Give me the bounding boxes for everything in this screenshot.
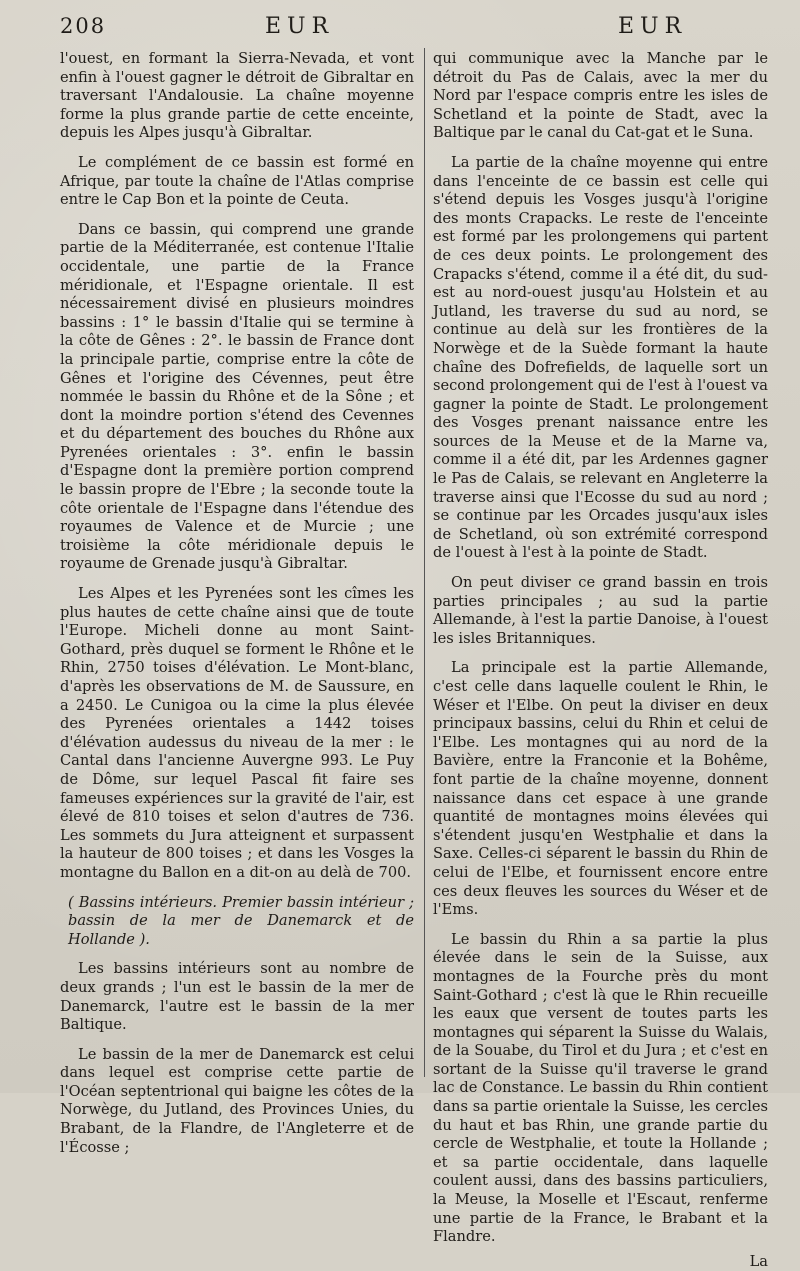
running-head-left: EUR: [265, 14, 335, 39]
paragraph: qui communique avec la Manche par le détroit du Pas de Calais, avec la mer du Nord par l'espace compris entre les isles de Schetland et la pointe de Stadt, avec la Baltique par le canal du Cat-gat et le Suna.: [433, 50, 768, 142]
running-head-right: EUR: [618, 14, 688, 39]
catchword: La: [749, 1252, 768, 1270]
paragraph: Les Alpes et les Pyrenées sont les cîmes les plus hautes de cette chaîne ainsi que de toute l'Europe. Micheli donne au mont Saint-Gothard, près duquel se forment le Rhône et le Rhin, 2750 toises d'élévation. Le Mont-blanc, d'après les observations de M. de Saussure, en a 2450. Le Cunigoa ou la cime la plus élevée des Pyrenées orientales a 1442 toises d'élévation audessus du niveau de la mer : le Cantal dans l'ancienne Auvergne 993. Le Puy de Dôme, sur lequel Pascal fit faire ses fameuses expériences sur la gravité de l'air, est élevé de 810 toises et selon d'autres de 736. Les sommets du Jura atteignent et surpassent la hauteur de 800 toises ; et dans les Vosges la montagne du Ballon en a dit-on au delà de 700.: [60, 585, 414, 881]
paragraph: Le bassin de la mer de Danemarck est celui dans lequel est comprise cette partie de l'Océan septentrional qui baigne les côtes de la Norwège, du Jutland, des Provinces Unies, du Brabant, de la Flandre, de l'Angleterre et de l'Écosse ;: [60, 1045, 414, 1156]
paragraph: On peut diviser ce grand bassin en trois parties principales ; au sud la partie Allemande, à l'est la partie Danoise, à l'ouest les isles Britanniques.: [433, 574, 768, 647]
paragraph: Les bassins intérieurs sont au nombre de deux grands ; l'un est le bassin de la mer de Danemarck, l'autre est le bassin de la mer Baltique.: [60, 960, 414, 1034]
section-subtitle: ( Bassins intérieurs. Premier bassin intérieur ; bassin de la mer de Danemarck et de Hollande ).: [68, 893, 414, 948]
page-number: 208: [60, 14, 107, 38]
paragraph: Le complément de ce bassin est formé en Afrique, par toute la chaîne de l'Atlas comprise entre le Cap Bon et la pointe de Ceuta.: [60, 153, 414, 209]
left-column: [60, 50, 414, 1156]
right-column: [433, 50, 768, 1270]
paragraph: La partie de la chaîne moyenne qui entre dans l'enceinte de ce bassin est celle qui s'étend depuis les Vosges jusqu'à l'origine des monts Crapacks. Le reste de l'enceinte est formé par les prolongemens qui partent de ces deux points. Le prolongement des Crapacks s'étend, comme il a été dit, du sud-est au nord-ouest jusqu'au Holstein et au Jutland, les traverse du sud au nord, se continue au delà sur les frontières de la Norwège et de la Suède formant la haute chaîne des Dofrefields, de laquelle sort un second prolongement qui de l'est à l'ouest va gagner la pointe de Stadt. Le prolongement des Vosges prenant naissance entre les sources de la Meuse et de la Marne va, comme il a été dit, par les Ardennes gagner le Pas de Calais, se relevant en Angleterre la traverse ainsi que l'Ecosse du sud au nord ; se continue par les Orcades jusqu'aux isles de Schetland, où son extrémité correspond de l'ouest à l'est à la pointe de Stadt.: [433, 153, 768, 562]
paragraph: La principale est la partie Allemande, c'est celle dans laquelle coulent le Rhin, le Wéser et l'Elbe. On peut la diviser en deux principaux bassins, celui du Rhin et celui de l'Elbe. Les montagnes qui au nord de la Bavière, entre la Franconie et la Bohême, font partie de la chaîne moyenne, donnent naissance dans cet espace à une grande quantité de montagnes moins élevées qui s'étendent jusqu'en Westphalie et dans la Saxe. Celles-ci séparent le bassin du Rhin de celui de l'Elbe, et fournissent encore entre ces deux fleuves les sources du Wéser et de l'Ems.: [433, 659, 768, 919]
running-header: [60, 14, 764, 44]
paragraph: Le bassin du Rhin a sa partie la plus élevée dans le sein de la Suisse, aux montagnes de la Fourche près du mont Saint-Gothard ; c'est là que le Rhin recueille les eaux que versent de toutes parts les montagnes qui séparent la Suisse du Walais, de la Souabe, du Tirol et du Jura ; et c'est en sortant de la Suisse qu'il traverse le grand lac de Constance. Le bassin du Rhin contient dans sa partie orientale la Suisse, les cercles du haut et bas Rhin, une grande partie du cercle de Westphalie, et toute la Hollande ; et sa partie occidentale, dans laquelle coulent aussi, dans des bassins particuliers, la Meuse, la Moselle et l'Escaut, renferme une partie de la France, le Brabant et la Flandre.: [433, 930, 768, 1246]
paragraph: l'ouest, en formant la Sierra-Nevada, et vont enfin à l'ouest gagner le détroit de Gibraltar en traversant l'Andalousie. La chaîne moyenne forme la plus grande partie de cette enceinte, depuis les Alpes jusqu'à Gibraltar.: [60, 50, 414, 142]
column-divider: [424, 48, 425, 1077]
paragraph: Dans ce bassin, qui comprend une grande partie de la Méditerranée, est contenue l'Italie occidentale, une partie de la France méridionale, et l'Espagne orientale. Il est nécessairement divisé en plusieurs moindres bassins : 1° le bassin d'Italie qui se termine à la côte de Gênes : 2°. le bassin de France dont la principale partie, comprise entre la côte de Gênes et l'origine des Cévennes, peut être nommée le bassin du Rhône et de la Sône ; et dont la moindre portion s'étend des Cevennes et du département des bouches du Rhône aux Pyrenées orientales : 3°. enfin le bassin d'Espagne dont la première portion comprend le bassin propre de l'Ebre ; la seconde toute la côte orientale de l'Espagne dans l'étendue des royaumes de Valence et de Murcie ; une troisième la côte méridionale depuis le royaume de Grenade jusqu'à Gibraltar.: [60, 220, 414, 573]
